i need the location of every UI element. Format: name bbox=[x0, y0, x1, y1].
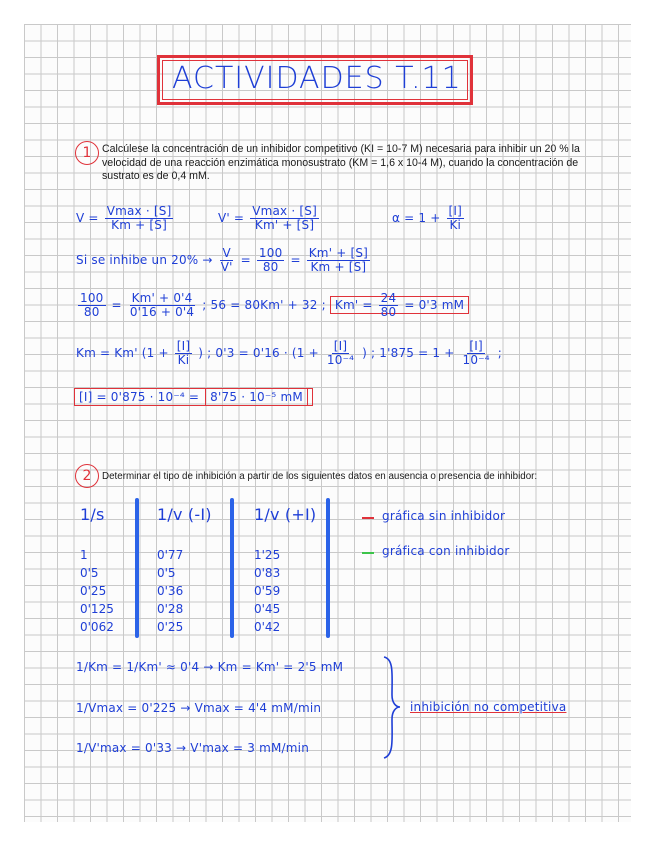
eq-alpha-den: Ki bbox=[449, 218, 462, 233]
eq-line4-a: Km = Km' (1 + bbox=[76, 346, 169, 361]
table-cell: 1'25 bbox=[254, 548, 281, 562]
eq-line3-frac1 bbox=[78, 292, 106, 319]
table-header-1v-plus-i: 1/v (+I) bbox=[254, 505, 317, 524]
table-divider-2 bbox=[230, 498, 234, 638]
eq-line2-frac3-num: Km' + [S] bbox=[308, 246, 369, 260]
table-header-1s: 1/s bbox=[80, 505, 105, 524]
eq-line3-box-rhs: = 0'3 mM bbox=[404, 298, 465, 313]
eq-vprime-lhs: V' = bbox=[218, 211, 245, 226]
eq-vprime-den: Km' + [S] bbox=[254, 218, 315, 233]
legend-no-inhibitor: gráfica sin inhibidor bbox=[382, 509, 506, 523]
eq-line2-text: Si se inhibe un 20% → bbox=[76, 253, 213, 268]
eq-vprime-fraction bbox=[250, 205, 319, 232]
eq-line4-frac1 bbox=[175, 340, 193, 367]
exercise-2-prompt: Determinar el tipo de inhibición a partir de los siguientes datos en ausencia o presencia de inhibidor: bbox=[102, 471, 538, 482]
eq-line2-frac2-num: 100 bbox=[258, 246, 283, 260]
table-cell: 0'45 bbox=[254, 602, 281, 616]
eq-line3-box-frac-num: 24 bbox=[380, 291, 397, 305]
eq-line2-frac1-num: V bbox=[222, 246, 231, 260]
eq-line2-frac2 bbox=[257, 247, 285, 274]
eq-line4-frac2-num: [I] bbox=[333, 339, 348, 353]
table-cell: 0'77 bbox=[157, 548, 184, 562]
eq-line3-frac1-num: 100 bbox=[80, 291, 104, 305]
table-cell: 0'062 bbox=[80, 620, 114, 634]
eq-line3-frac1-den: 80 bbox=[83, 305, 100, 320]
eq-v-fraction bbox=[105, 205, 174, 232]
eq-solve-km-prime bbox=[76, 292, 469, 319]
eq-line4-frac3-den: 10⁻⁴ bbox=[462, 353, 490, 368]
eq-line2-frac2-den: 80 bbox=[262, 260, 279, 275]
table-cell: 0'36 bbox=[157, 584, 184, 598]
eq-line4-frac3 bbox=[461, 340, 492, 367]
eq-line3-frac2 bbox=[128, 292, 196, 319]
result-km: 1/Km = 1/Km' ≈ 0'4 → Km = Km' = 2'5 mM bbox=[76, 660, 344, 674]
eq-v-den: Km + [S] bbox=[111, 218, 167, 233]
eq-line3-eq: = bbox=[111, 298, 122, 313]
eq-line2-eq1: = bbox=[240, 253, 251, 268]
table-divider-3 bbox=[326, 498, 330, 638]
eq-alpha-fraction bbox=[447, 205, 465, 232]
legend-red-dash bbox=[362, 517, 374, 519]
eq-v-lhs: V = bbox=[76, 211, 99, 226]
eq-line2-frac1 bbox=[219, 247, 235, 274]
eq-line3-frac2-num: Km' + 0'4 bbox=[131, 291, 193, 305]
eq-inhibitor-result bbox=[74, 390, 313, 404]
eq-vprime-num: Vmax · [S] bbox=[252, 204, 317, 218]
eq-solve-inhibitor bbox=[76, 340, 502, 367]
legend-with-inhibitor: gráfica con inhibidor bbox=[382, 544, 510, 558]
eq-line2-eq2: = bbox=[290, 253, 301, 268]
table-divider-1 bbox=[135, 498, 139, 638]
eq-line3-frac2-den: 0'16 + 0'4 bbox=[129, 305, 195, 320]
eq-v-num: Vmax · [S] bbox=[106, 204, 172, 218]
table-cell: 0'28 bbox=[157, 602, 184, 616]
table-cell: 0'125 bbox=[80, 602, 114, 616]
page-title: ACTIVIDADES T.11 bbox=[172, 61, 462, 96]
table-cell: 1 bbox=[80, 548, 88, 562]
eq-line2-frac3-den: Km + [S] bbox=[310, 260, 367, 275]
eq-line3-box-frac-den: 80 bbox=[380, 305, 397, 320]
eq-line3-box-frac bbox=[379, 292, 399, 319]
eq-line3-mid: ; 56 = 80Km' + 32 ; bbox=[202, 298, 326, 313]
eq-line2-frac3 bbox=[307, 247, 370, 274]
inhibitor-result-box bbox=[74, 388, 313, 406]
eq-line4-frac3-num: [I] bbox=[469, 339, 483, 353]
eq-line2-frac1-den: V' bbox=[220, 260, 233, 275]
exercise-1-prompt: Calcúlese la concentración de un inhibidor competitivo (KI = 10-7 M) necesaria para inhibir un 20 % la velocidad de una reacción enzimática monosustrato (KM = 1,6 x 10-4 M), cuando la concentración de sustrato es de 0,4 mM. bbox=[102, 143, 580, 182]
exercise-2-number: 2 bbox=[75, 464, 99, 488]
eq-line4-frac2 bbox=[325, 340, 356, 367]
table-cell: 0'42 bbox=[254, 620, 281, 634]
eq-v bbox=[76, 205, 175, 232]
eq-alpha-lhs: α = 1 + bbox=[392, 211, 441, 226]
eq-vprime bbox=[218, 205, 321, 232]
eq-line4-frac1-num: [I] bbox=[176, 339, 191, 353]
conclusion: inhibición no competitiva bbox=[410, 700, 567, 714]
table-cell: 0'59 bbox=[254, 584, 281, 598]
table-cell: 0'5 bbox=[157, 566, 176, 580]
km-prime-result-box bbox=[330, 291, 469, 320]
eq-line4-frac1-den: Ki bbox=[177, 353, 190, 368]
eq-inhibition-ratio bbox=[76, 247, 372, 274]
eq-line3-box-lhs: Km' = bbox=[334, 298, 373, 313]
table-cell: 0'25 bbox=[157, 620, 184, 634]
eq-line4-frac2-den: 10⁻⁴ bbox=[326, 353, 355, 368]
table-cell: 0'25 bbox=[80, 584, 107, 598]
eq-alpha bbox=[392, 205, 466, 232]
table-cell: 0'5 bbox=[80, 566, 99, 580]
result-vmax: 1/Vmax = 0'225 → Vmax = 4'4 mM/min bbox=[76, 701, 322, 715]
table-cell: 0'83 bbox=[254, 566, 281, 580]
result-vmax-prime: 1/V'max = 0'33 → V'max = 3 mM/min bbox=[76, 741, 310, 755]
eq-line5-box1: [I] = 0'875 · 10⁻⁴ = bbox=[79, 390, 200, 404]
table-header-1v-minus-i: 1/v (-I) bbox=[157, 505, 212, 524]
eq-line4-b: ) ; 0'3 = 0'16 · (1 + bbox=[198, 346, 319, 361]
legend-green-dash bbox=[362, 552, 374, 554]
exercise-1-number: 1 bbox=[75, 141, 99, 165]
inhibitor-value-box: 8'75 · 10⁻⁵ mM bbox=[205, 388, 308, 406]
eq-alpha-num: [I] bbox=[448, 204, 463, 218]
results-brace bbox=[380, 655, 402, 760]
eq-line4-c: ) ; 1'875 = 1 + bbox=[362, 346, 455, 361]
eq-line4-d: ; bbox=[497, 346, 503, 361]
